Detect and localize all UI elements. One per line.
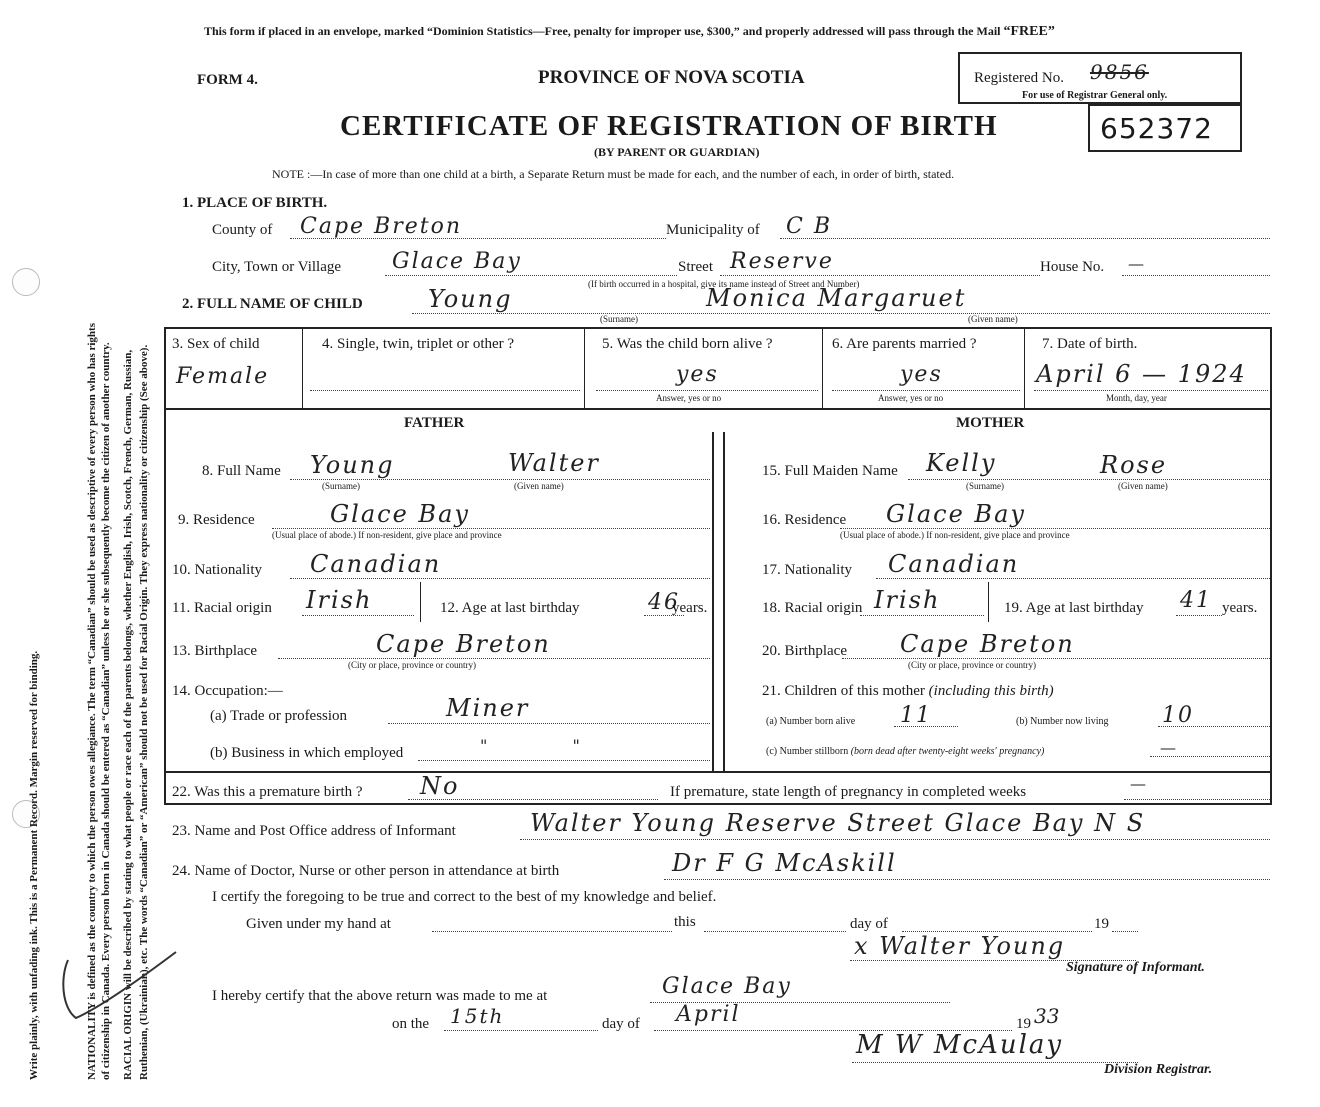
premature-value: No [420,772,460,800]
born-alive-label: 5. Was the child born alive ? [602,336,773,352]
father-name-label: 8. Full Name [202,463,281,479]
father-residence-label: 9. Residence [178,512,255,528]
stillborn-label: (c) Number stillborn (born dead after twenty-eight weeks' pregnancy) [766,746,1045,757]
trade-value: Miner [446,694,530,722]
mother-name-label: 15. Full Maiden Name [762,463,898,479]
hospital-note: (If birth occurred in a hospital, give its name instead of Street and Number) [588,279,860,289]
municipality-label: Municipality of [666,222,760,238]
date-of-birth-label: 7. Date of birth. [1042,336,1138,352]
born-alive-value: yes [676,362,719,387]
mother-nationality-label: 17. Nationality [762,562,852,578]
parents-married-value: yes [900,362,943,387]
business-value: " " [480,736,620,755]
mother-birthplace-value: Cape Breton [900,630,1075,658]
mother-heading: MOTHER [956,415,1025,431]
given-hand-label: Given under my hand at [246,916,391,932]
date-of-birth-value: April 6 — 1924 [1036,360,1247,388]
place-of-birth-label: 1. PLACE OF BIRTH. [182,195,328,211]
municipality-value: C B [786,214,832,239]
mother-residence-value: Glace Bay [886,500,1026,528]
father-nationality-label: 10. Nationality [172,562,262,578]
informant-label: 23. Name and Post Office address of Informant [172,823,456,839]
year-2-value: 33 [1034,1004,1060,1028]
county-value: Cape Breton [300,214,463,239]
premature-weeks-label: If premature, state length of pregnancy in completed weeks [670,784,1027,800]
margin-note-citizenship: of citizenship in Canada. Every person born in Canada should be entered as “Canadian” unless he or she subsequently become the citizen of another country. [100,342,112,1080]
living-count-label: (b) Number now living [1016,716,1109,727]
child-given-name: Monica Margaruet [706,284,967,312]
margin-note-binding: Write plainly, with unfading ink. This is a Permanent Record. Margin reserved for binding. [28,650,40,1080]
registered-label: Registered No. [974,70,1064,86]
on-the-day: 15th [450,1004,505,1028]
father-age-unit: years. [672,600,708,616]
day-of-label: day of [850,916,888,932]
child-surname: Young [428,285,513,313]
informant-signature-caption: Signature of Informant. [1066,960,1205,975]
city-label: City, Town or Village [212,259,342,275]
county-label: County of [212,222,273,238]
father-racial-value: Irish [306,586,373,614]
mother-nationality-value: Canadian [888,550,1020,578]
mother-age-value: 41 [1180,588,1212,613]
father-heading: FATHER [404,415,465,431]
sex-value: Female [176,364,270,389]
father-given-name: Walter [508,449,600,477]
child-name-label: 2. FULL NAME OF CHILD [182,296,363,312]
on-the-label: on the [392,1016,430,1032]
form-number: FORM 4. [197,72,258,88]
attendant-label: 24. Name of Doctor, Nurse or other person in attendance at birth [172,863,560,879]
mother-age-label: 19. Age at last birthday [1004,600,1144,616]
margin-note-racial: RACIAL ORIGIN will be described by stating to what people or race each of the parents belongs, whether English, Irish, Scotch, French, German, Russian, [122,349,134,1080]
given-caption: (Given name) [968,314,1018,324]
mother-birthplace-label: 20. Birthplace [762,643,847,659]
father-birthplace-label: 13. Birthplace [172,643,257,659]
parents-married-caption: Answer, yes or no [878,393,944,403]
top-note: This form if placed in an envelope, marked “Dominion Statistics—Free, penalty for improper use, $300,” and properly addressed will pass through the Mail “FREE” [204,24,1055,39]
business-label: (b) Business in which employed [210,745,404,761]
mother-birthplace-caption: (City or place, province or country) [908,660,1036,670]
year-19-label: 19 [1094,916,1109,932]
subtitle: (BY PARENT OR GUARDIAN) [594,145,760,159]
mother-surname: Kelly [926,449,997,477]
day-of-2-label: day of [602,1016,640,1032]
certify-return-label: I hereby certify that the above return was made to me at [212,988,548,1004]
plurality-label: 4. Single, twin, triplet or other ? [322,336,515,352]
premature-label: 22. Was this a premature birth ? [172,784,363,800]
mother-racial-value: Irish [874,586,941,614]
margin-pen-stroke [58,948,178,1028]
born-alive-count-label: (a) Number born alive [766,716,856,727]
sex-label: 3. Sex of child [172,336,260,352]
registrar-signature: M W McAulay [856,1030,1064,1060]
certificate-number: 652372 [1100,112,1213,145]
father-surname: Young [310,451,395,479]
mother-residence-label: 16. Residence [762,512,847,528]
mother-age-unit: years. [1222,600,1258,616]
informant-value: Walter Young Reserve Street Glace Bay N S [530,809,1146,837]
trade-label: (a) Trade or profession [210,708,348,724]
this-label: this [674,914,696,930]
father-given-caption: (Given name) [514,481,564,491]
mother-racial-label: 18. Racial origin [762,600,863,616]
city-value: Glace Bay [392,249,522,274]
street-value: Reserve [730,249,834,274]
mother-given-caption: (Given name) [1118,481,1168,491]
margin-note-racial-2: Ruthenian, (Ukrainian), etc. The words “Canadian” or “American” should not be used for Racial Origin. They express nationality or citizenship (See above). [138,344,150,1080]
informant-signature: x Walter Young [854,932,1066,960]
registered-value: 9856 [1090,60,1149,84]
punch-hole [12,268,40,296]
registrar-caption: Division Registrar. [1104,1062,1213,1077]
margin-note-nationality: NATIONALITY is defined as the country to which the person owes allegiance. The term “Canadian” should be used as descriptive of every person who has rights [86,323,98,1080]
stillborn-count: — [1160,738,1178,757]
year-2-prefix: 19 [1016,1016,1031,1032]
father-age-label: 12. Age at last birthday [440,600,580,616]
father-residence-caption: (Usual place of abode.) If non-resident, give place and province [272,530,502,540]
province-title: PROVINCE OF NOVA SCOTIA [538,67,805,88]
certify-return-place: Glace Bay [662,974,792,999]
living-count: 10 [1162,703,1194,728]
father-birthplace-caption: (City or place, province or country) [348,660,476,670]
father-residence-value: Glace Bay [330,500,470,528]
registered-box [958,52,1242,104]
surname-caption: (Surname) [600,314,638,324]
attendant-value: Dr F G McAskill [672,849,897,877]
born-alive-count: 11 [900,703,932,728]
certify-statement: I certify the foregoing to be true and correct to the best of my knowledge and belief. [212,889,717,905]
month-value: April [676,1002,741,1027]
father-nationality-value: Canadian [310,550,442,578]
parents-married-label: 6. Are parents married ? [832,336,977,352]
house-label: House No. [1040,259,1105,275]
father-age-value: 46 [648,590,680,615]
mother-residence-caption: (Usual place of abode.) If non-resident, give place and province [840,530,1070,540]
father-birthplace-value: Cape Breton [376,630,551,658]
street-label: Street [678,259,713,275]
children-label: 21. Children of this mother (including this birth) [762,683,1054,699]
father-surname-caption: (Surname) [322,481,360,491]
certificate-number-box [1088,104,1242,152]
registrar-use-note: For use of Registrar General only. [1022,90,1168,101]
date-of-birth-caption: Month, day, year [1106,393,1167,403]
premature-weeks-value: — [1130,774,1148,793]
mother-surname-caption: (Surname) [966,481,1004,491]
father-racial-label: 11. Racial origin [172,600,272,616]
house-value: — [1128,254,1146,273]
mother-given-name: Rose [1100,451,1168,479]
occupation-label: 14. Occupation:— [172,683,283,699]
born-alive-caption: Answer, yes or no [656,393,722,403]
certificate-title: CERTIFICATE OF REGISTRATION OF BIRTH [340,110,998,142]
note: NOTE :—In case of more than one child at a birth, a Separate Return must be made for each, and the number of each, in order of birth, stated. [272,167,955,181]
